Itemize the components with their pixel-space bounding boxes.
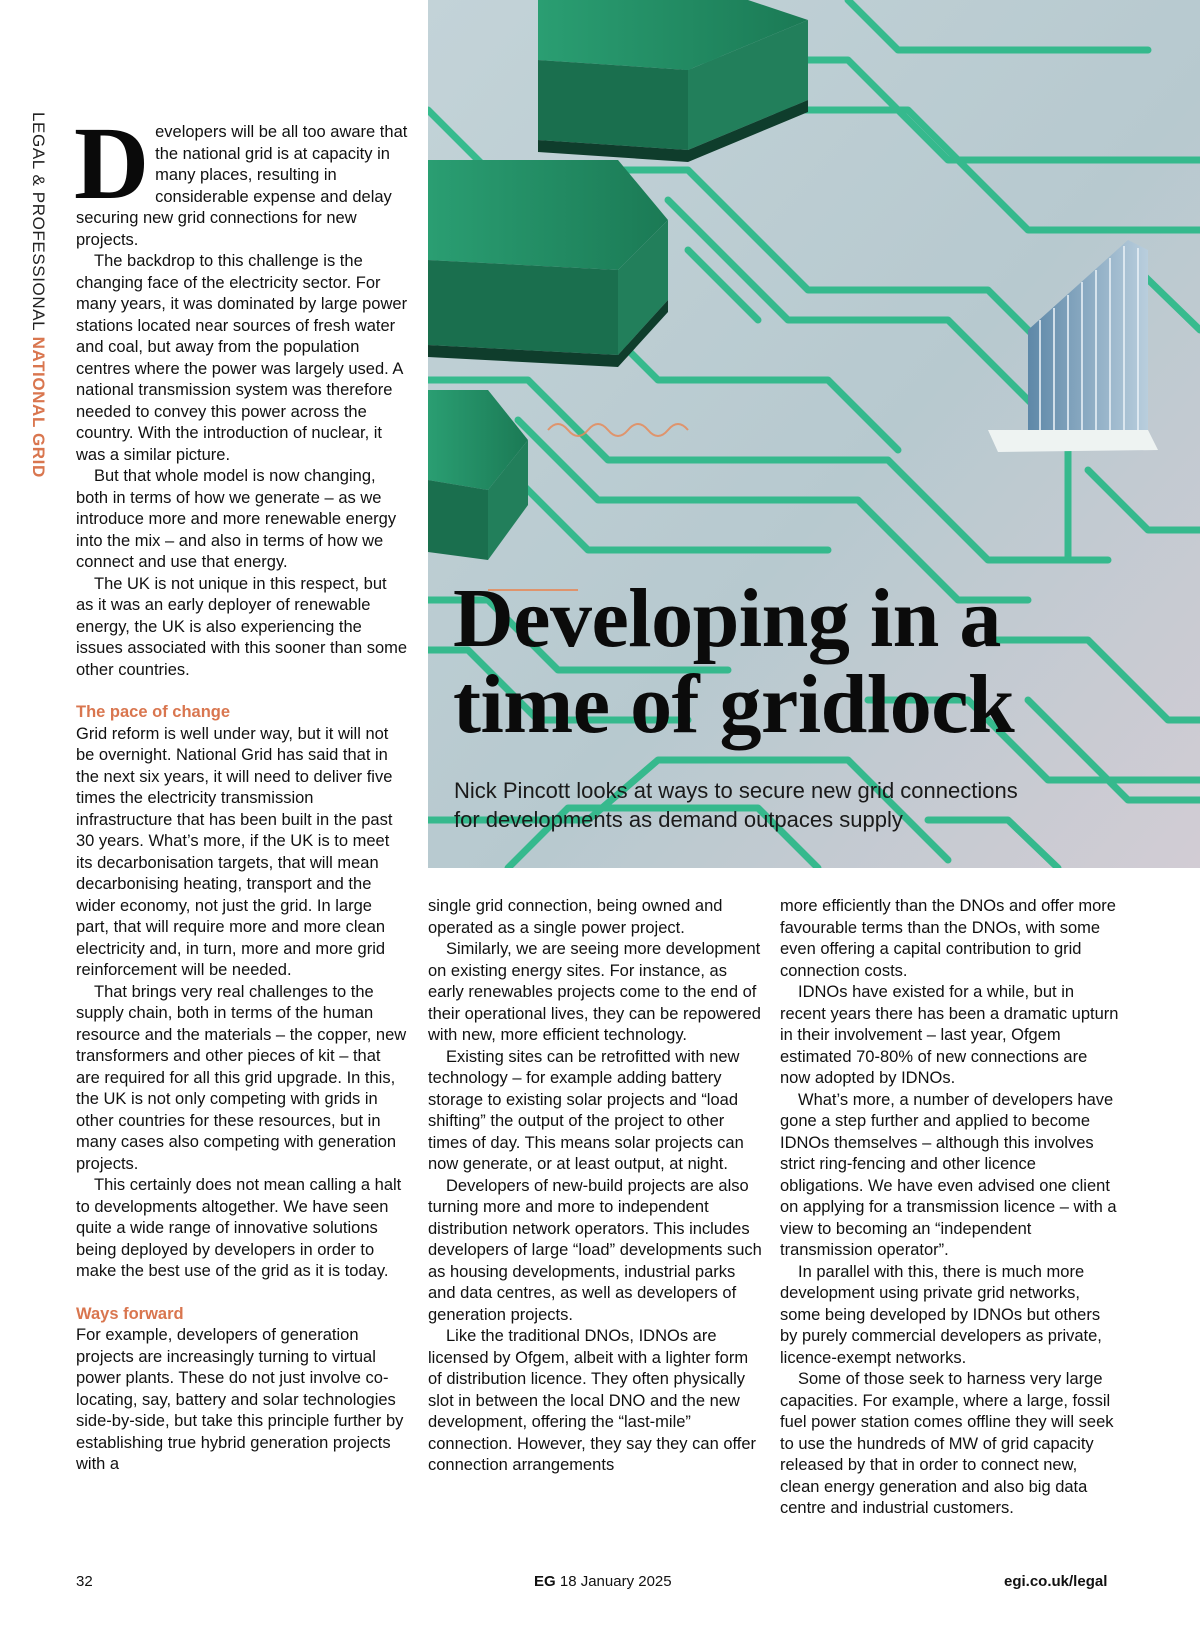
issue-date: 18 January 2025 <box>559 1573 672 1590</box>
headline-line-2: time of gridlock <box>453 658 1015 751</box>
paragraph: This certainly does not mean calling a halt to developments altogether. We have seen quite a wide range of innovative solutions being deployed by developers in order to make the best use of the grid as it is today. <box>76 1176 402 1280</box>
text-column-1 <box>74 106 408 1476</box>
drop-cap: D <box>74 106 150 221</box>
subheading-ways-forward: Ways forward <box>76 1304 184 1323</box>
subheading-pace-of-change: The pace of change <box>76 703 231 721</box>
publication-name: EG <box>534 1573 556 1590</box>
paragraph: But that whole model is now changing, both in terms of how we generate – as we introduce more and more renewable energy into the mix – and also in terms of how we connect and use that energy. <box>76 467 397 571</box>
paragraph: The backdrop to this challenge is the changing face of the electricity sector. For many years, it was dominated by large power stations located near sources of fresh water and coal, but away from the population centres where the power was largely used. A national transmission system was therefore needed to convey this power across the country. With the introduction of nuclear, it was a similar picture. <box>76 252 408 464</box>
paragraph: For example, developers of generation projects are increasingly turning to virtual power plants. These do not just involve co-locating, say, battery and solar technologies side-by-side, but take this principle further by establishing true hybrid generation projects with a <box>76 1326 404 1473</box>
paragraph: That brings very real challenges to the supply chain, both in terms of the human resource and the materials – the copper, new transformers and other pieces of kit – that are required for all this grid upgrade. In this, the UK is not only competing with grids in other countries for these resources, but in many cases also competing with generation projects. <box>76 982 407 1173</box>
page-number: 32 <box>76 1573 93 1590</box>
paragraph: In parallel with this, there is much more development using private grid networks, some being developed by IDNOs but others by purely commercial developers as private, licence-exempt networks. <box>780 1262 1102 1367</box>
paragraph: Similarly, we are seeing more development on existing energy sites. For instance, as early renewables projects come to the end of their operational lives, they can be repowered with new, more efficient technology. <box>428 940 761 1044</box>
website-link[interactable]: egi.co.uk/legal <box>1004 1573 1108 1590</box>
article-standfirst <box>454 776 1094 834</box>
paragraph-text: evelopers will be all too aware that the national grid is at capacity in many places, resulting in considerable expense and delay securing new grid connections for new projects. <box>76 123 408 249</box>
house-middle <box>428 160 668 367</box>
section-label <box>28 112 48 478</box>
paragraph: Like the traditional DNOs, IDNOs are licensed by Ofgem, albeit with a lighter form of distribution licence. They often physically slot in between the local DNO and the new development, offering the “last-mile” connection. However, they say they can offer connection arrangements <box>428 1327 757 1474</box>
paragraph: IDNOs have existed for a while, but in recent years there has been a dramatic upturn in their involvement – last year, Ofgem estimated 70-80% of new connections are now adopted by IDNOs. <box>780 983 1119 1087</box>
paragraph: The UK is not unique in this respect, but as it was an early deployer of renewable energy, the UK is also experiencing the issues associated with this sooner than some other countries. <box>76 574 408 679</box>
paragraph: more efficiently than the DNOs and offer more favourable terms than the DNOs, with some even offering a capital contribution to grid connection costs. <box>780 897 1116 980</box>
text-column-3 <box>780 896 1120 1520</box>
paragraph: Developers of new-build projects are also turning more and more to independent distribution network operators. This includes developers of large “load” developments such as housing developments, industrial parks and data centres, as well as developers of generation projects. <box>428 1176 762 1324</box>
section-prefix: LEGAL & PROFESSIONAL <box>29 112 48 332</box>
paragraph: single grid connection, being owned and operated as a single power project. <box>428 897 723 937</box>
section-topic: NATIONAL GRID <box>29 336 48 478</box>
paragraph <box>74 106 408 251</box>
text-column-2 <box>428 896 764 1477</box>
standfirst-line-2: for developments as demand outpaces supply <box>454 807 903 832</box>
paragraph: Grid reform is well under way, but it will not be overnight. National Grid has said that in the next six years, it will need to deliver five times the electricity transmission infrastructure that has been built in the past 30 years. What’s more, if the UK is to meet its decarbonisation targets, that will mean decarbonising heating, transport and the wider economy, not just the grid. In large part, that will require more and more clean electricity and, in turn, more and more grid reinforcement will be needed. <box>76 724 393 979</box>
publication-date <box>534 1573 672 1590</box>
standfirst-line-1: Nick Pincott looks at ways to secure new grid connections <box>454 778 1018 803</box>
paragraph: Existing sites can be retrofitted with new technology – for example adding battery storage to existing solar projects and “load shifting” the output of the project to other times of day. This means solar projects can now generate, or at least output, at night. <box>428 1047 744 1173</box>
paragraph: Some of those seek to harness very large capacities. For example, where a large, fossil fuel power station comes offline they will seek to use the hundreds of MW of grid capacity released by that in order to connect new, clean energy generation and also big data centre and industrial customers. <box>780 1370 1114 1517</box>
paragraph: What’s more, a number of developers have gone a step further and applied to become IDNOs themselves – although this involves strict ring-fencing and other licence obligations. We have even advised one client on applying for a transmission licence – with a view to becoming an “independent transmission operator”. <box>780 1090 1117 1259</box>
article-headline <box>453 572 1153 751</box>
headline-line-1: Developing in a <box>453 572 1001 665</box>
